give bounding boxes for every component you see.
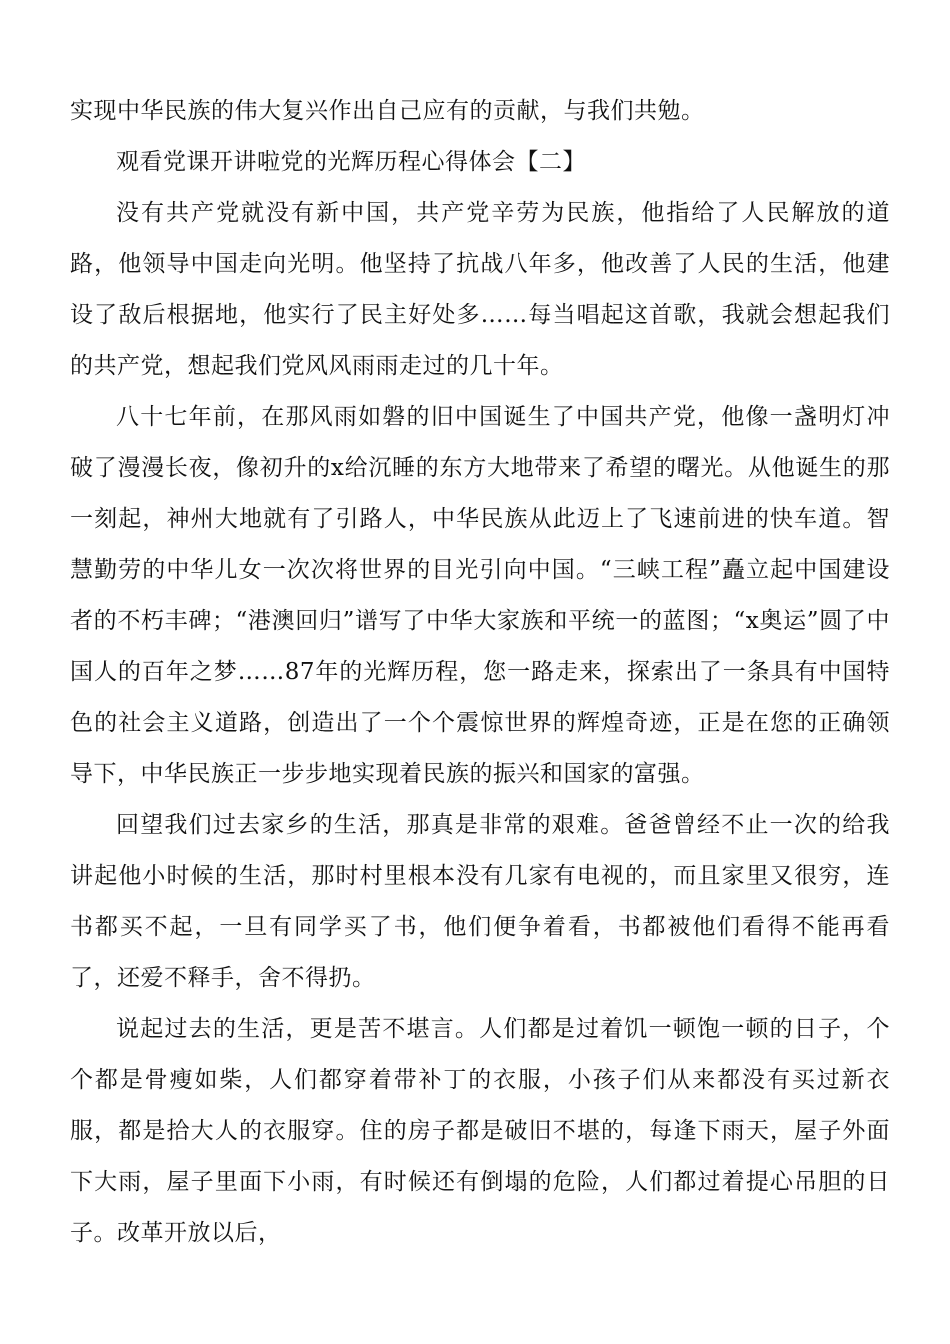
document-body bbox=[70, 86, 890, 1259]
paragraph: 没有共产党就没有新中国，共产党辛劳为民族，他指给了人民解放的道路，他领导中国走向光明。他坚持了抗战八年多，他改善了人民的生活，他建设了敌后根据地，他实行了民主好处多……每当唱起这首歌，我就会想起我们的共产党，想起我们党风风雨雨走过的几十年。 bbox=[70, 200, 890, 379]
paragraph: 回望我们过去家乡的生活，那真是非常的艰难。爸爸曾经不止一次的给我讲起他小时候的生活，那时村里根本没有几家有电视的，而且家里又很穷，连书都买不起，一旦有同学买了书，他们便争着看，书都被他们看得不能再看了，还爱不释手，舍不得扔。 bbox=[70, 812, 890, 991]
paragraph: 八十七年前，在那风雨如磐的旧中国诞生了中国共产党，他像一盏明灯冲破了漫漫长夜，像初升的x给沉睡的东方大地带来了希望的曙光。从他诞生的那一刻起，神州大地就有了引路人，中华民族从此迈上了飞速前进的快车道。智慧勤劳的中华儿女一次次将世界的目光引向中国。“三峡工程”矗立起中国建设者的不朽丰碑；“港澳回归”谱写了中华大家族和平统一的蓝图；“x奥运”圆了中国人的百年之梦……87年的光辉历程，您一路走来，探索出了一条具有中国特色的社会主义道路，创造出了一个个震惊世界的辉煌奇迹，正是在您的正确领导下，中华民族正一步步地实现着民族的振兴和国家的富强。 bbox=[70, 404, 890, 787]
paragraph-continuation: 实现中华民族的伟大复兴作出自己应有的贡献，与我们共勉。 bbox=[70, 98, 705, 124]
paragraph: 说起过去的生活，更是苦不堪言。人们都是过着饥一顿饱一顿的日子，个个都是骨瘦如柴，人们都穿着带补丁的衣服，小孩子们从来都没有买过新衣服，都是拾大人的衣服穿。住的房子都是破旧不堪的，每逢下雨天，屋子外面下大雨，屋子里面下小雨，有时候还有倒塌的危险，人们都过着提心吊胆的日子。改革开放以后， bbox=[70, 1016, 890, 1246]
section-heading: 观看党课开讲啦党的光辉历程心得体会【二】 bbox=[116, 149, 586, 175]
